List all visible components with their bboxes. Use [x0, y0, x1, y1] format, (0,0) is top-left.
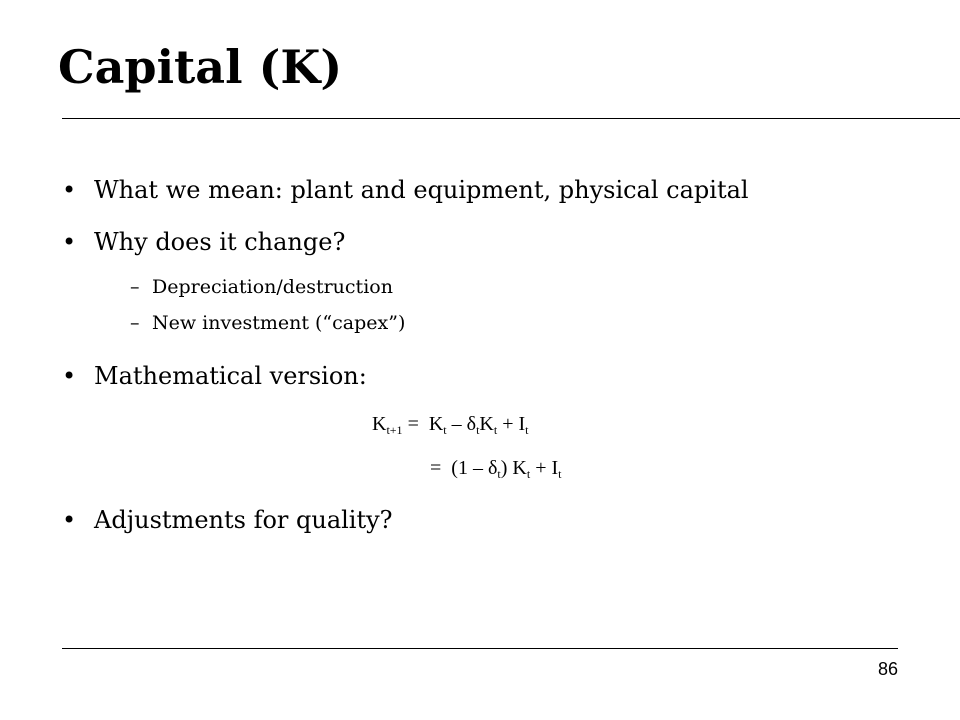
- slide-title: Capital (K): [58, 40, 343, 94]
- bullet-marker: •: [62, 228, 77, 256]
- bullet-item: [62, 178, 749, 202]
- bullet-marker: •: [62, 362, 77, 390]
- bullet-marker: •: [62, 176, 77, 204]
- subbullet-marker: –: [130, 276, 140, 298]
- subbullet-item: [130, 278, 393, 297]
- bullet-text: What we mean: plant and equipment, physical capital: [94, 176, 749, 204]
- title-divider: [62, 118, 960, 119]
- equation-line-2: = $(1 - \delta_t)$ $K_t + I_t$: [430, 457, 562, 481]
- bullet-item: [62, 230, 345, 254]
- bullet-text: Adjustments for quality?: [94, 506, 393, 534]
- bullet-text: Why does it change?: [94, 228, 346, 256]
- bullet-marker: •: [62, 506, 77, 534]
- footer-divider: [62, 648, 898, 649]
- subbullet-marker: –: [130, 312, 140, 334]
- bullet-item: [62, 364, 367, 388]
- bullet-item: [62, 508, 393, 532]
- subbullet-text: Depreciation/destruction: [152, 276, 393, 298]
- subbullet-item: [130, 314, 405, 333]
- page-number: 86: [877, 659, 898, 679]
- equation-line-1: $K_{t+1} = K_t - \delta_tK_t + I_t$: [372, 413, 529, 437]
- subbullet-text: New investment (“capex”): [152, 312, 406, 334]
- bullet-text: Mathematical version:: [94, 362, 367, 390]
